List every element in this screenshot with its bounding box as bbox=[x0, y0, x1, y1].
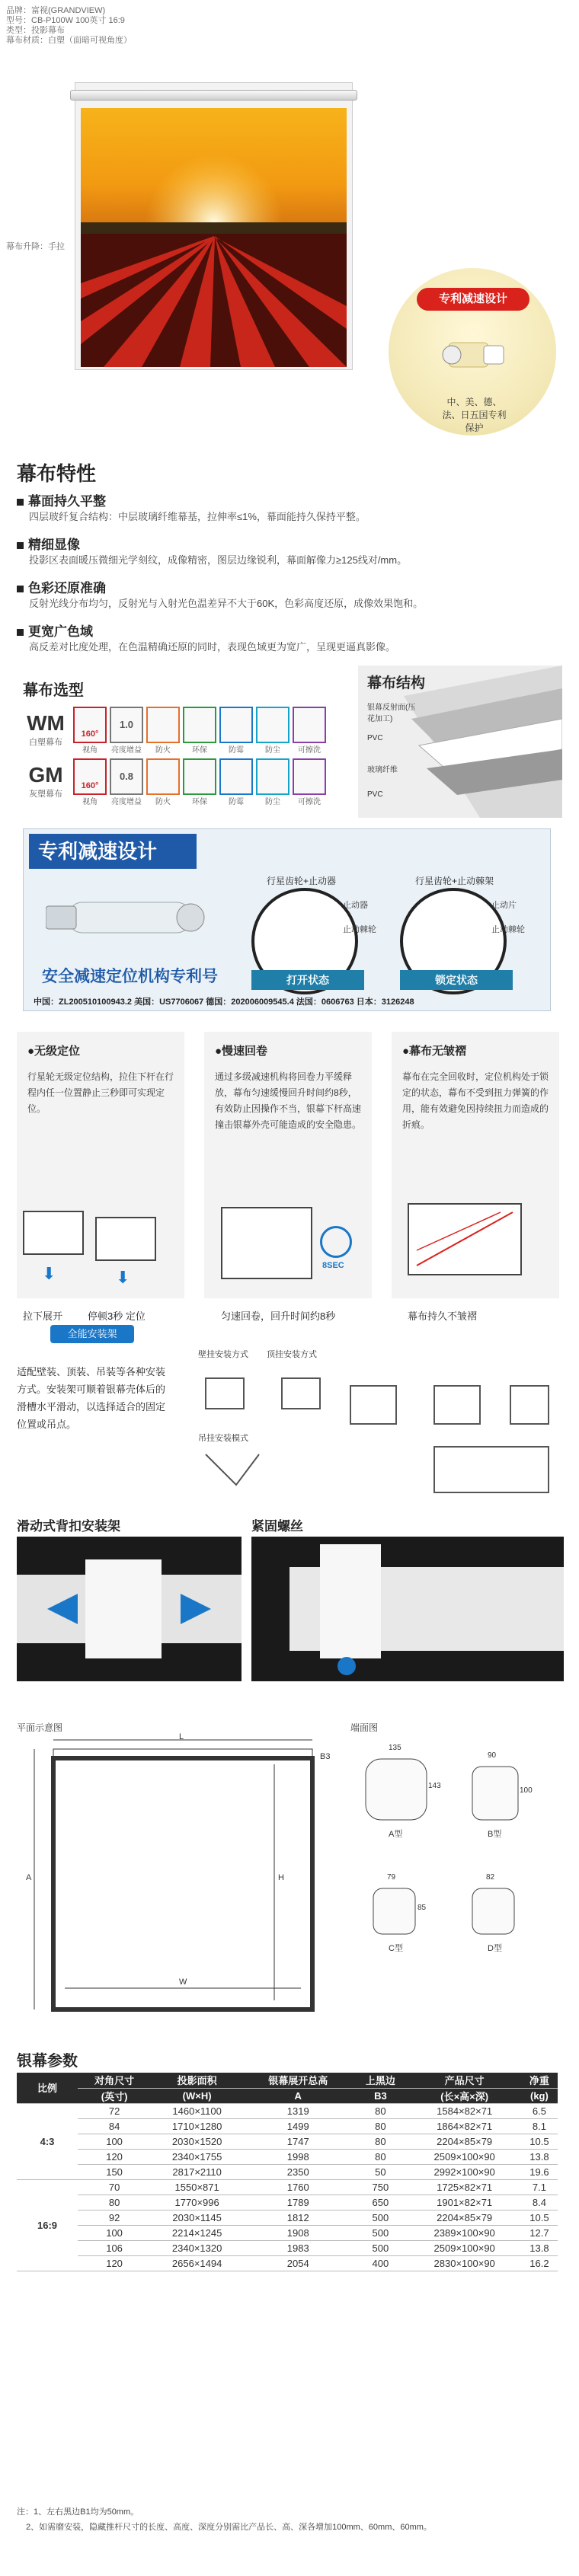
model-name: 灰塑幕布 bbox=[29, 790, 62, 799]
bullet-heading: ●慢速回卷 bbox=[215, 1045, 268, 1058]
feature-text: 高反差对比度处理，在色温精确还原的同时，表现色域更为宽广，呈现更逼真影像。 bbox=[29, 641, 396, 653]
params-title: 银幕参数 bbox=[17, 2053, 78, 2070]
layer-label: 玻璃纤维 bbox=[367, 766, 398, 774]
table-row: 100 2214×1245 1908 500 2389×100×90 12.7 bbox=[17, 2225, 558, 2240]
hang-mount-label: 吊挂安装模式 bbox=[198, 1434, 248, 1443]
dim-label: L bbox=[179, 1732, 184, 1741]
dim-label: W bbox=[179, 1977, 187, 1987]
dial-left-title: 行星齿轮+止动器 bbox=[267, 876, 337, 886]
feature-item bbox=[17, 621, 565, 655]
bullet-text: 通过多级减速机构将回卷力平缓释放，幕布匀速缓慢回升时间约8秒，有效防止因操作不当，银幕下杆高速撞击银幕外壳可能造成的安全隐患。 bbox=[215, 1071, 362, 1130]
feature-heading: 更宽广色域 bbox=[28, 624, 93, 639]
caption: 匀速回卷，回升时间约8秒 bbox=[221, 1310, 336, 1322]
note: 2、如需磨安装，隐藏推杆尺寸的长度、高度、深度分别需比产品长、高、深各增加100mm、60mm、60mm。 bbox=[26, 2523, 432, 2532]
type-line: 类型：投影幕布 bbox=[6, 26, 65, 35]
screen-stop-diagram bbox=[95, 1217, 156, 1261]
dustproof-icon bbox=[256, 758, 290, 795]
models-title: 幕布选型 bbox=[23, 682, 84, 699]
lock-state-label: 锁定状态 bbox=[400, 970, 513, 990]
feature-heading: 幕面持久平整 bbox=[28, 494, 106, 509]
timer-icon bbox=[320, 1226, 352, 1258]
features-title: 幕布特性 bbox=[17, 462, 97, 485]
bracket-photo-left bbox=[17, 1537, 242, 1681]
dial-right-title: 行星齿轮+止动棘架 bbox=[415, 876, 494, 886]
dim-label: H bbox=[278, 1873, 284, 1882]
open-state-label: 打开状态 bbox=[251, 970, 364, 990]
bracket-right-title: 紧固螺丝 bbox=[251, 1519, 303, 1534]
model-code: GM bbox=[28, 763, 63, 787]
model-code: WM bbox=[27, 711, 65, 735]
fireproof-icon bbox=[146, 707, 180, 743]
patent-note: 中、美、德、法、日五国专利保护 bbox=[442, 397, 507, 433]
model-line: 型号：CB-P100W 100英寸 16:9 bbox=[6, 16, 125, 25]
eco-icon bbox=[183, 707, 216, 743]
dustproof-icon bbox=[256, 707, 290, 743]
mildew-icon bbox=[219, 758, 253, 795]
bullet-heading: ●幕布无皱褶 bbox=[402, 1045, 467, 1058]
bullet-heading: ●无级定位 bbox=[27, 1045, 81, 1058]
caption: 拉下展开 bbox=[23, 1310, 63, 1322]
feature-item bbox=[17, 490, 565, 525]
dial-tag: 止动器 bbox=[343, 901, 368, 910]
feature-heading: 精细显像 bbox=[28, 538, 80, 552]
tulip-sunset-photo bbox=[81, 108, 347, 367]
viewing-angle-icon: 160° bbox=[73, 758, 107, 795]
note: 注：1、左右黑边B1均为50mm。 bbox=[17, 2507, 139, 2517]
structure-panel bbox=[358, 666, 562, 818]
dial-tag: 止动片 bbox=[491, 901, 517, 910]
wall-mount-label: 壁挂安装方式 bbox=[198, 1350, 248, 1359]
feature-text: 投影区表面暖压微细光学刻纹，成像精密，图层边缘锐利，幕面解像力≥125线对/mm。 bbox=[29, 554, 408, 566]
screen-case bbox=[70, 90, 357, 101]
gain-icon: 0.8 bbox=[110, 758, 143, 795]
params-table: 比例 对角尺寸 投影面积 银幕展开总高 上黑边 产品尺寸 净重 (英寸) (W×H) A B3 (长×高×深) (kg) 4:3 72 1460×1100 1319 80 1584×82×71 6.5 84 1710×1280 1499 80 1864×82×71 8.1 100 2030×1520 1747 80 2204×85×79 10.5 120 2340×1755 1998 80 2509×100×90 13.8 150 2817×2110 2350 50 2992×100×90 19.6 16:9 70 1550×871 1760 750 1725×82×71 7.1 80 1770×996 1789 650 1901×82×71 8.4 92 2030×1145 1812 500 2204×85×79 10.5 100 2214×1245 1908 500 2389×100×90 12.7 106 2340×1320 1983 500 2509×100×90 13.8 120 2656×1494 2054 400 2830×100×90 16.2 bbox=[17, 2073, 558, 2271]
feature-item bbox=[17, 577, 565, 611]
layer-label: PVC bbox=[367, 790, 383, 799]
washable-icon bbox=[293, 707, 326, 743]
end-title: 端面图 bbox=[350, 1722, 379, 1733]
table-row: 150 2817×2110 2350 50 2992×100×90 19.6 bbox=[17, 2164, 558, 2179]
viewing-angle-icon: 160° bbox=[73, 707, 107, 743]
patent-badge: 专利减速设计 bbox=[417, 288, 529, 311]
plan-title: 平面示意图 bbox=[17, 1722, 63, 1733]
dial-tag: 止动棘轮 bbox=[491, 925, 525, 934]
dim-label: B3 bbox=[320, 1752, 331, 1761]
gain-icon: 1.0 bbox=[110, 707, 143, 743]
damper-icon bbox=[438, 320, 510, 396]
damper-tube-icon bbox=[46, 876, 213, 963]
lift-line: 幕布升降：手拉 bbox=[6, 242, 65, 251]
table-row: 120 2656×1494 2054 400 2830×100×90 16.2 bbox=[17, 2255, 558, 2271]
speed-panel-title: 专利减速设计 bbox=[29, 834, 197, 869]
table-row: 92 2030×1145 1812 500 2204×85×79 10.5 bbox=[17, 2210, 558, 2225]
model-row-gm: GM 灰塑幕布 160° 视角 0.8 亮度增益 防火 环保 防霉 防尘 可擦洗 bbox=[23, 758, 350, 812]
timer-label: 8SEC bbox=[322, 1261, 344, 1270]
layer-label: PVC bbox=[367, 734, 383, 742]
bracket-photo-right bbox=[251, 1537, 564, 1681]
install-diagrams bbox=[190, 1363, 564, 1500]
install-badge: 全能安装架 bbox=[50, 1325, 134, 1343]
product-info bbox=[6, 6, 197, 46]
table-row: 100 2030×1520 1747 80 2204×85×79 10.5 bbox=[17, 2134, 558, 2149]
rewind-diagram bbox=[221, 1207, 312, 1279]
plan-drawing bbox=[23, 1732, 335, 2029]
end-drawings: 135 143 90 100 79 85 82 A型 B型 C型 D型 bbox=[350, 1736, 564, 1995]
patent-numbers: 中国：ZL200510100943.2 美国：US7706067 德国：202006009545.4 法国：0606763 日本：3126248 bbox=[34, 998, 414, 1007]
table-row: 4:3 72 1460×1100 1319 80 1584×82×71 6.5 bbox=[17, 2103, 558, 2118]
structure-title: 幕布结构 bbox=[367, 675, 426, 691]
feature-item bbox=[17, 534, 565, 568]
dim-label: A bbox=[26, 1873, 32, 1882]
bracket-left-title: 滑动式背扣安装架 bbox=[17, 1519, 120, 1534]
bullet-text: 幕布在完全回收时，定位机构处于锁定的状态，幕布不受到扭力弹簧的作用，能有效避免因持续扭力而造成的折痕。 bbox=[402, 1071, 549, 1130]
material-line: 幕布材质：白塑（面暗可视角度） bbox=[6, 36, 132, 45]
table-row: 16:9 70 1550×871 1760 750 1725×82×71 7.1 bbox=[17, 2179, 558, 2195]
table-row: 80 1770×996 1789 650 1901×82×71 8.4 bbox=[17, 2195, 558, 2210]
caption: 幕布持久不皱褶 bbox=[408, 1310, 478, 1322]
arrow-down-icon: ⬇ bbox=[116, 1268, 130, 1287]
caption: 停顿3秒 定位 bbox=[88, 1310, 146, 1322]
feature-text: 反射光线分布均匀，反射光与入射光色温差异不大于60K，色彩高度还原，成像效果饱和。 bbox=[29, 598, 424, 609]
table-row: 106 2340×1320 1983 500 2509×100×90 13.8 bbox=[17, 2240, 558, 2255]
feature-heading: 色彩还原准确 bbox=[28, 581, 106, 595]
arrow-down-icon: ⬇ bbox=[42, 1264, 56, 1283]
model-row-wm: WM 白塑幕布 160° 视角 1.0 亮度增益 防火 环保 防霉 防尘 可擦洗 bbox=[23, 707, 350, 760]
dial-tag: 止动棘轮 bbox=[343, 925, 376, 934]
brand-line: 品牌：富视(GRANDVIEW) bbox=[6, 6, 106, 15]
install-text: 适配壁装、顶装、吊装等各种安装方式。安装架可顺着银幕壳体后的滑槽水平滑动，以选择适合的固定位置或吊点。 bbox=[17, 1366, 166, 1430]
table-row: 84 1710×1280 1499 80 1864×82×71 8.1 bbox=[17, 2118, 558, 2134]
layer-label: 银幕反射面(压花加工) bbox=[367, 704, 416, 723]
mildew-icon bbox=[219, 707, 253, 743]
fireproof-icon bbox=[146, 758, 180, 795]
screen-pulled-diagram bbox=[23, 1211, 84, 1255]
features-list bbox=[17, 490, 565, 655]
ceiling-mount-label: 顶挂安装方式 bbox=[267, 1350, 317, 1359]
washable-icon bbox=[293, 758, 326, 795]
feature-text: 四层玻纤复合结构：中层玻璃纤维幕基，拉伸率≤1%，幕面能持久保持平整。 bbox=[29, 511, 366, 522]
eco-icon bbox=[183, 758, 216, 795]
bullet-text: 行星轮无级定位结构，拉住下杆在行程内任一位置静止三秒即可实现定位。 bbox=[27, 1071, 174, 1114]
table-row: 120 2340×1755 1998 80 2509×100×90 13.8 bbox=[17, 2149, 558, 2164]
model-name: 白塑幕布 bbox=[29, 738, 62, 747]
no-wrinkle-diagram bbox=[408, 1203, 522, 1275]
speed-headline: 安全减速定位机构专利号 bbox=[42, 968, 218, 985]
